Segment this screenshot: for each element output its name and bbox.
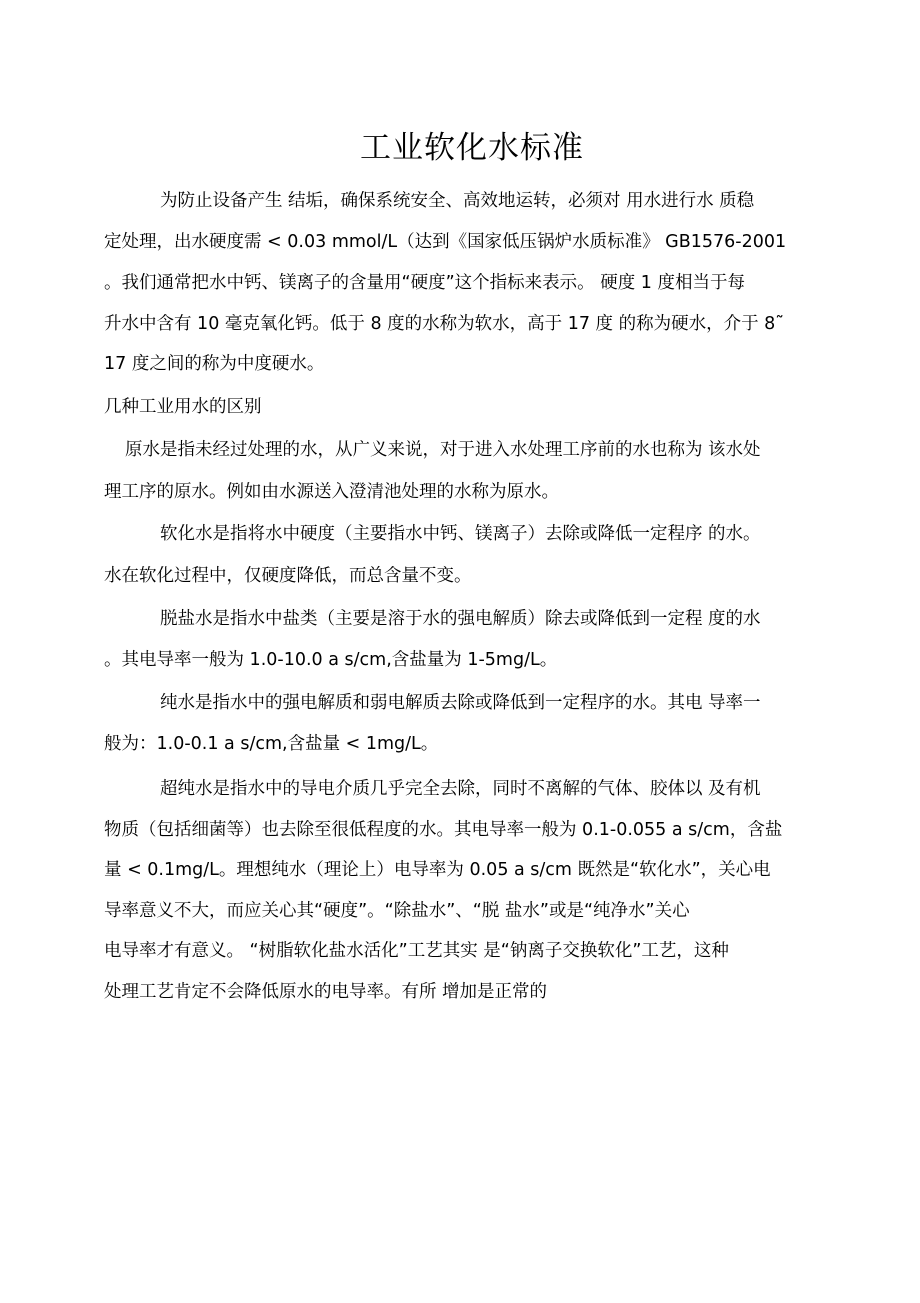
paragraph-desalinated-water-line-1: 脱盐水是指水中盐类（主要是溶于水的强电解质）除去或降低到一定程 度的水 bbox=[160, 609, 761, 629]
paragraph-pure-water-line-2: 般为：1.0-0.1 a s/cm,含盐量 < 1mg/L。 bbox=[104, 734, 439, 754]
document-title: 工业软化水标准 bbox=[360, 130, 584, 166]
paragraph-intro-line-5: 17 度之间的称为中度硬水。 bbox=[104, 354, 325, 374]
paragraph-ultrapure-water-line-4: 导率意义不大，而应关心其“硬度”。“除盐水”、“脱 盐水”或是“纯净水”关心 bbox=[104, 901, 690, 921]
paragraph-ultrapure-water-line-5: 电导率才有意义。 “树脂软化盐水活化”工艺其实 是“钠离子交换软化”工艺，这种 bbox=[104, 941, 729, 961]
paragraph-raw-water-line-2: 理工序的原水。例如由水源送入澄清池处理的水称为原水。 bbox=[104, 482, 559, 502]
paragraph-intro-line-2: 定处理，出水硬度需 < 0.03 mmol/L（达到《国家低压锅炉水质标准》 GB1576-2001 bbox=[104, 232, 787, 252]
paragraph-softened-water-line-1: 软化水是指将水中硬度（主要指水中钙、镁离子）去除或降低一定程序 的水。 bbox=[160, 524, 761, 544]
paragraph-ultrapure-water-line-1: 超纯水是指水中的导电介质几乎完全去除，同时不离解的气体、胶体以 及有机 bbox=[160, 779, 761, 799]
paragraph-intro-line-3: 。我们通常把水中钙、镁离子的含量用“硬度”这个指标来表示。 硬度 1 度相当于每 bbox=[104, 273, 745, 293]
paragraph-raw-water-line-1: 原水是指未经过处理的水，从广义来说，对于进入水处理工序前的水也称为 该水处 bbox=[125, 440, 761, 460]
paragraph-ultrapure-water-line-2: 物质（包括细菌等）也去除至很低程度的水。其电导率一般为 0.1-0.055 a s/cm，含盐 bbox=[104, 820, 783, 840]
paragraph-intro-line-1: 为防止设备产生 结垢，确保系统安全、高效地运转，必须对 用水进行水 质稳 bbox=[160, 191, 755, 211]
paragraph-ultrapure-water-line-6: 处理工艺肯定不会降低原水的电导率。有所 增加是正常的 bbox=[104, 982, 548, 1002]
paragraph-desalinated-water-line-2: 。其电导率一般为 1.0-10.0 a s/cm,含盐量为 1-5mg/L。 bbox=[104, 650, 558, 670]
paragraph-pure-water-line-1: 纯水是指水中的强电解质和弱电解质去除或降低到一定程序的水。其电 导率一 bbox=[160, 693, 761, 713]
section-heading: 几种工业用水的区别 bbox=[104, 397, 262, 417]
paragraph-softened-water-line-2: 水在软化过程中，仅硬度降低，而总含量不变。 bbox=[104, 566, 472, 586]
paragraph-ultrapure-water-line-3: 量 < 0.1mg/L。理想纯水（理论上）电导率为 0.05 a s/cm 既然是“软化水”，关心电 bbox=[104, 860, 771, 880]
paragraph-intro-line-4: 升水中含有 10 毫克氧化钙。低于 8 度的水称为软水，高于 17 度 的称为硬水，介于 8˜ bbox=[104, 314, 785, 334]
